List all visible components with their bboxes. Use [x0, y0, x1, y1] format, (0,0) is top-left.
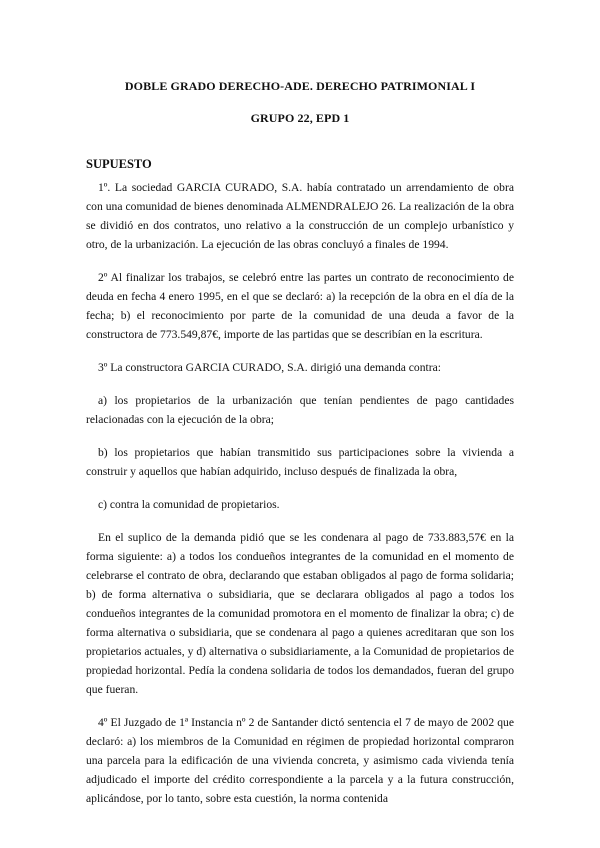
paragraph: b) los propietarios que habían transmitido sus participaciones sobre la vivienda a construir y aquellos que habían adquirido, incluso después de finalizada la obra,: [86, 446, 514, 478]
paragraph: 4º El Juzgado de 1ª Instancia nº 2 de Santander dictó sentencia el 7 de mayo de 2002 que declaró: a) los miembros de la Comunidad en régimen de propiedad horizontal compraron una parcela para la edificación de una vivienda concreta, y asimismo cada vivienda tenía adjudicado el importe del crédito correspondiente a la parcela y a la futura construcción, aplicándose, por lo tanto, sobre esta cuestión, la norma contenida: [86, 716, 514, 805]
paragraph: 2º Al finalizar los trabajos, se celebró entre las partes un contrato de reconocimiento de deuda en fecha 4 enero 1995, en el que se declaró: a) la recepción de la obra en el día de la fecha; b) el reconocimiento por parte de la comunidad de una deuda a favor de la constructora de 773.549,87€, importe de las partidas que se describían en la escritura.: [86, 271, 514, 341]
document-subtitle: GRUPO 22, EPD 1: [250, 111, 350, 125]
paragraph: En el suplico de la demanda pidió que se les condenara al pago de 733.883,57€ en la forma siguiente: a) a todos los condueños integrantes de la comunidad en el momento de celebrarse el contrato de obra, declarando que estaban obligados al pago de forma solidaria; b) de forma alternativa o subsidiaria, que se declarara obligados al pago a todos los condueños integrantes de la comunidad promotora en el momento de finalizar la obra; c) de forma alternativa o subsidiaria, que se condenara al pago a quienes acreditaran que son los propietarios actuales, y d) alternativa o subsidiariamente, a la Comunidad de propietarios de propiedad horizontal. Pedía la condena solidaria de todos los demandados, fueran del grupo que fueran.: [86, 531, 514, 696]
document-title: DOBLE GRADO DERECHO-ADE. DERECHO PATRIMONIAL I: [124, 79, 476, 93]
paragraph: a) los propietarios de la urbanización que tenían pendientes de pago cantidades relacionadas con la ejecución de la obra;: [86, 394, 514, 426]
paragraph: 1º. La sociedad GARCIA CURADO, S.A. había contratado un arrendamiento de obra con una comunidad de bienes denominada ALMENDRALEJO 26. La realización de la obra se dividió en dos contratos, uno relativo a la construcción de un complejo urbanístico y otro, de la urbanización. La ejecución de las obras concluyó a finales de 1994.: [86, 181, 514, 251]
body-text: [86, 178, 514, 822]
paragraph: 3º La constructora GARCIA CURADO, S.A. dirigió una demanda contra:: [98, 361, 441, 374]
paragraph: c) contra la comunidad de propietarios.: [98, 498, 280, 511]
section-heading: SUPUESTO: [86, 157, 152, 171]
